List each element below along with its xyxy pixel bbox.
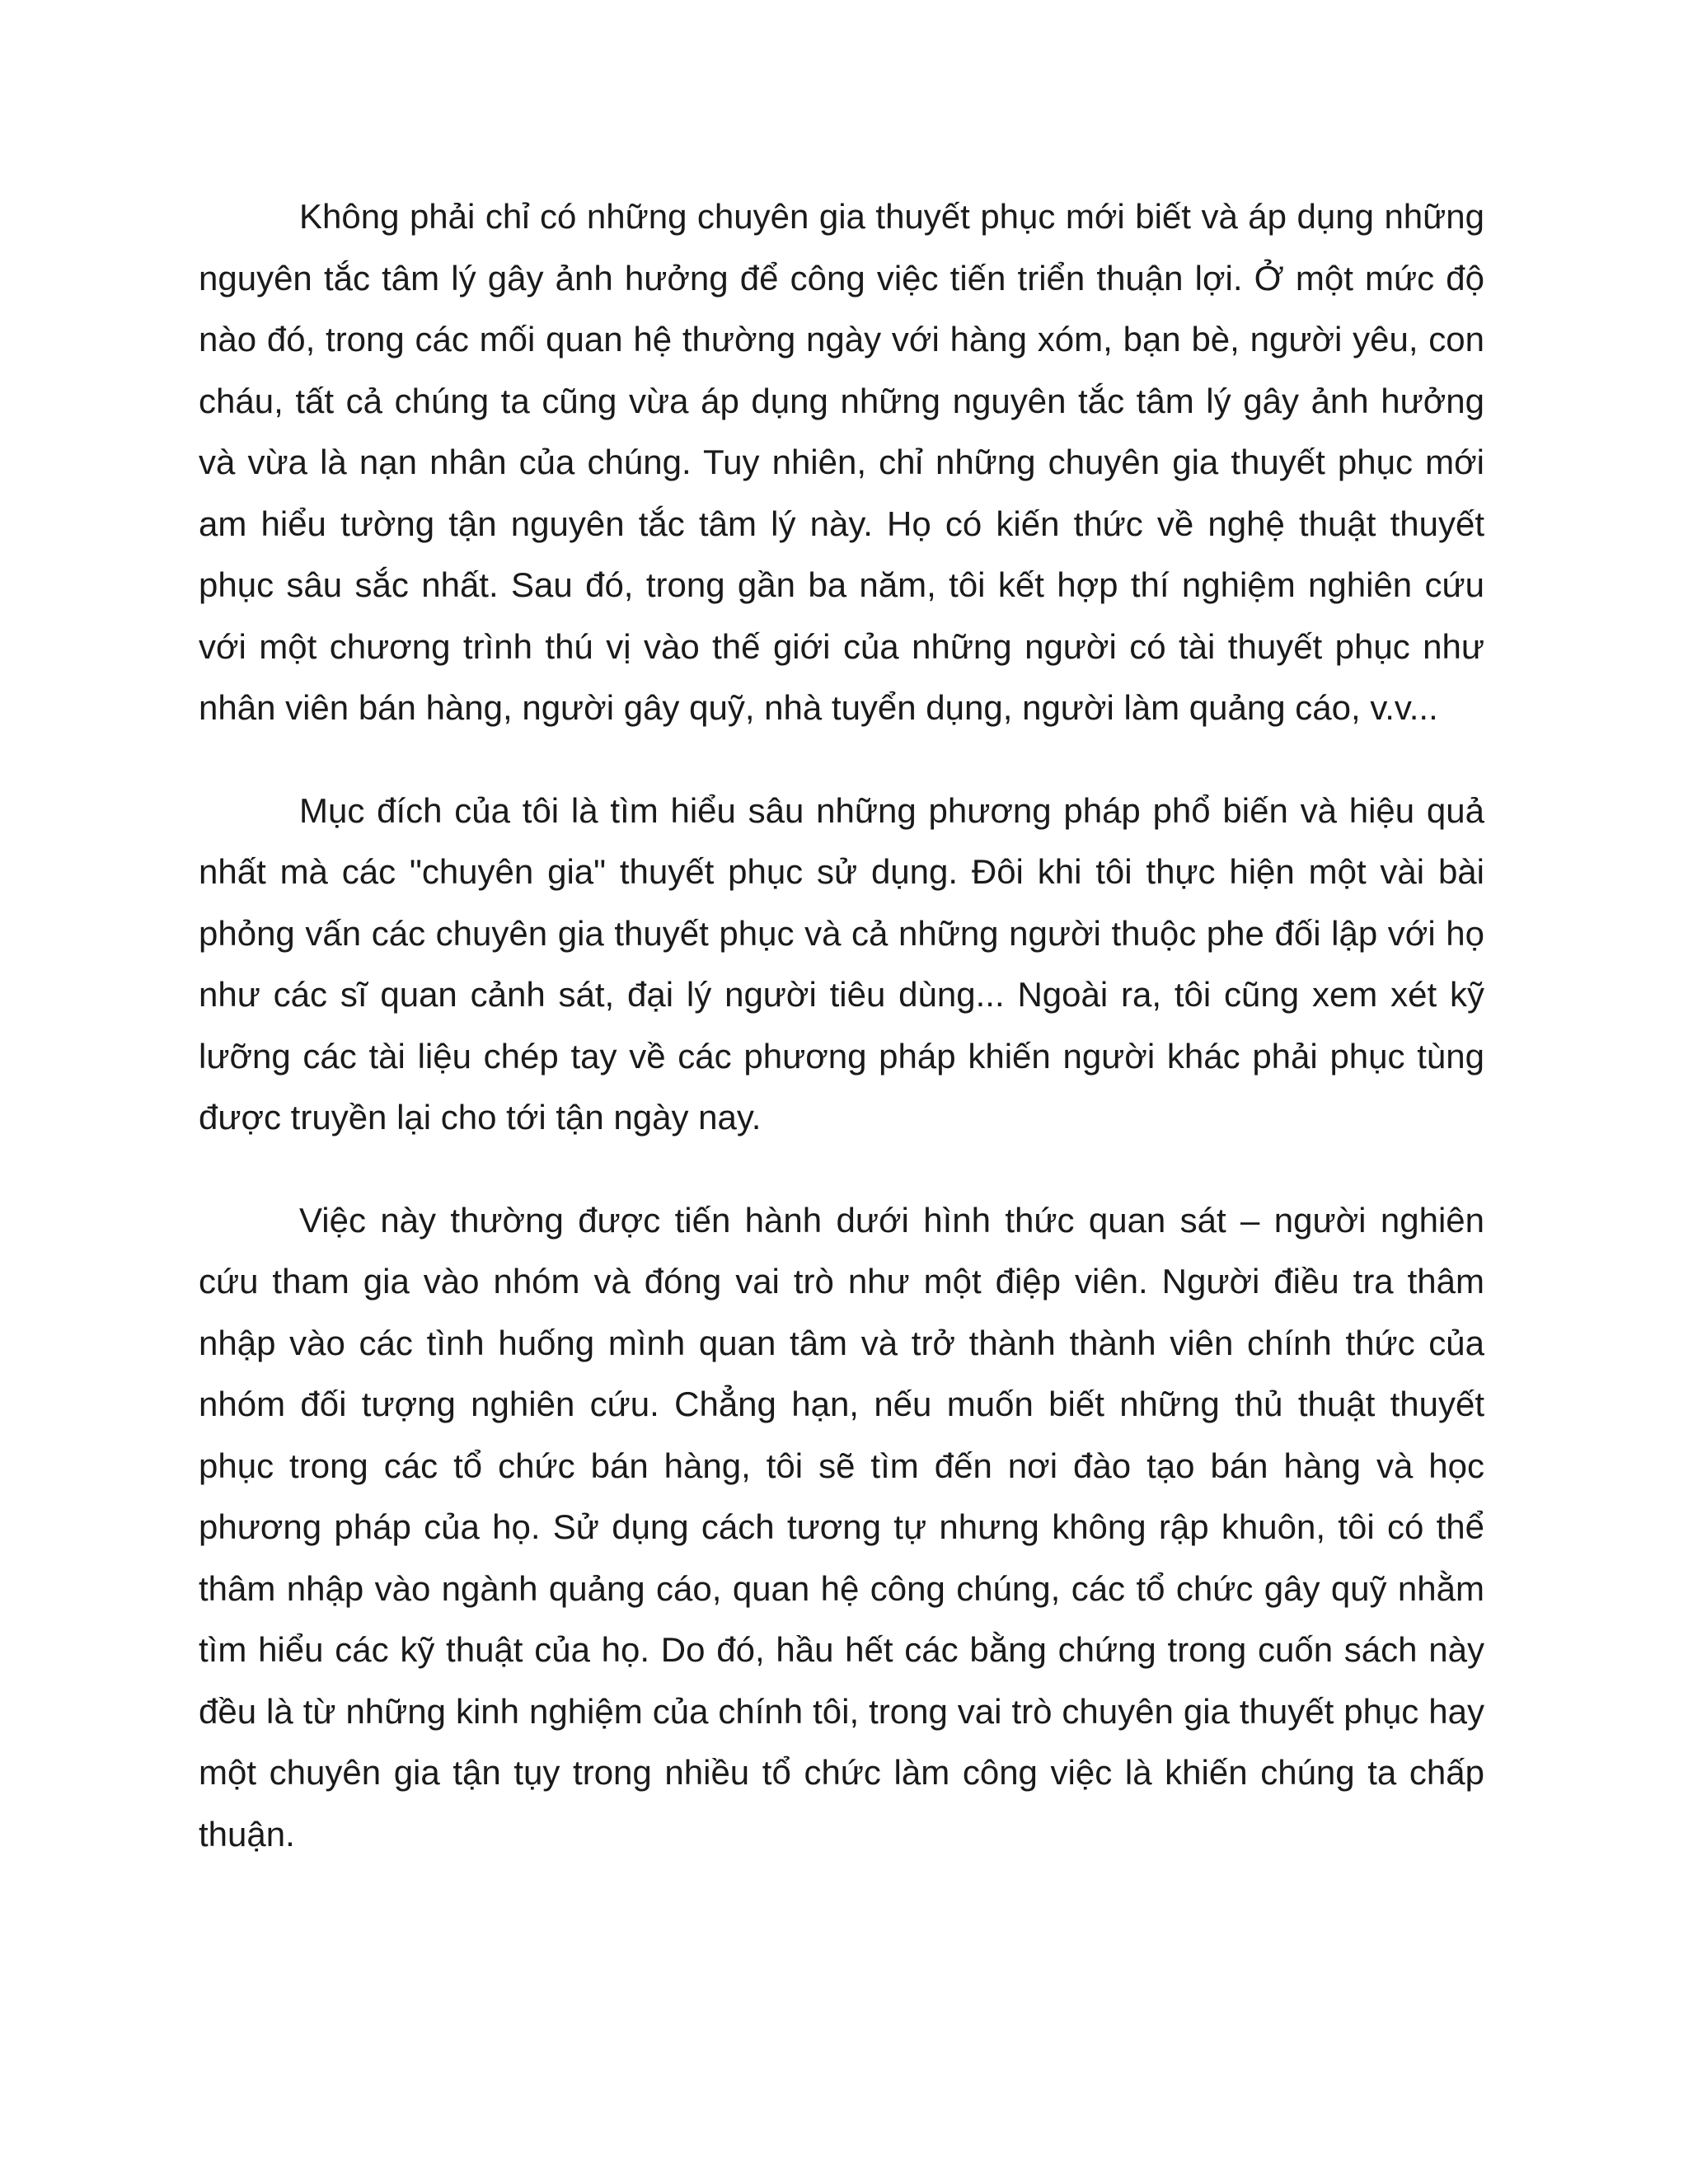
document-body [199, 186, 1484, 1865]
paragraph-3: Việc này thường được tiến hành dưới hình thức quan sát – người nghiên cứu tham gia vào nhóm và đóng vai trò như một điệp viên. Người điều tra thâm nhập vào các tình huống mình quan tâm và trở thành thành viên chính thức của nhóm đối tượng nghiên cứu. Chẳng hạn, nếu muốn biết những thủ thuật thuyết phục trong các tổ chức bán hàng, tôi sẽ tìm đến nơi đào tạo bán hàng và học phương pháp của họ. Sử dụng cách tương tự nhưng không rập khuôn, tôi có thể thâm nhập vào ngành quảng cáo, quan hệ công chúng, các tổ chức gây quỹ nhằm tìm hiểu các kỹ thuật của họ. Do đó, hầu hết các bằng chứng trong cuốn sách này đều là từ những kinh nghiệm của chính tôi, trong vai trò chuyên gia thuyết phục hay một chuyên gia tận tụy trong nhiều tổ chức làm công việc là khiến chúng ta chấp thuận. [199, 1200, 1484, 1854]
paragraph-1: Không phải chỉ có những chuyên gia thuyết phục mới biết và áp dụng những nguyên tắc tâm lý gây ảnh hưởng để công việc tiến triển thuận lợi. Ở một mức độ nào đó, trong các mối quan hệ thường ngày với hàng xóm, bạn bè, người yêu, con cháu, tất cả chúng ta cũng vừa áp dụng những nguyên tắc tâm lý gây ảnh hưởng và vừa là nạn nhân của chúng. Tuy nhiên, chỉ những chuyên gia thuyết phục mới am hiểu tường tận nguyên tắc tâm lý này. Họ có kiến thức về nghệ thuật thuyết phục sâu sắc nhất. Sau đó, trong gần ba năm, tôi kết hợp thí nghiệm nghiên cứu với một chương trình thú vị vào thế giới của những người có tài thuyết phục như nhân viên bán hàng, người gây quỹ, nhà tuyển dụng, người làm quảng cáo, v.v... [199, 197, 1484, 727]
paragraph-2: Mục đích của tôi là tìm hiểu sâu những phương pháp phổ biến và hiệu quả nhất mà các "chuyên gia" thuyết phục sử dụng. Đôi khi tôi thực hiện một vài bài phỏng vấn các chuyên gia thuyết phục và cả những người thuộc phe đối lập với họ như các sĩ quan cảnh sát, đại lý người tiêu dùng... Ngoài ra, tôi cũng xem xét kỹ lưỡng các tài liệu chép tay về các phương pháp khiến người khác phải phục tùng được truyền lại cho tới tận ngày nay. [199, 790, 1484, 1137]
